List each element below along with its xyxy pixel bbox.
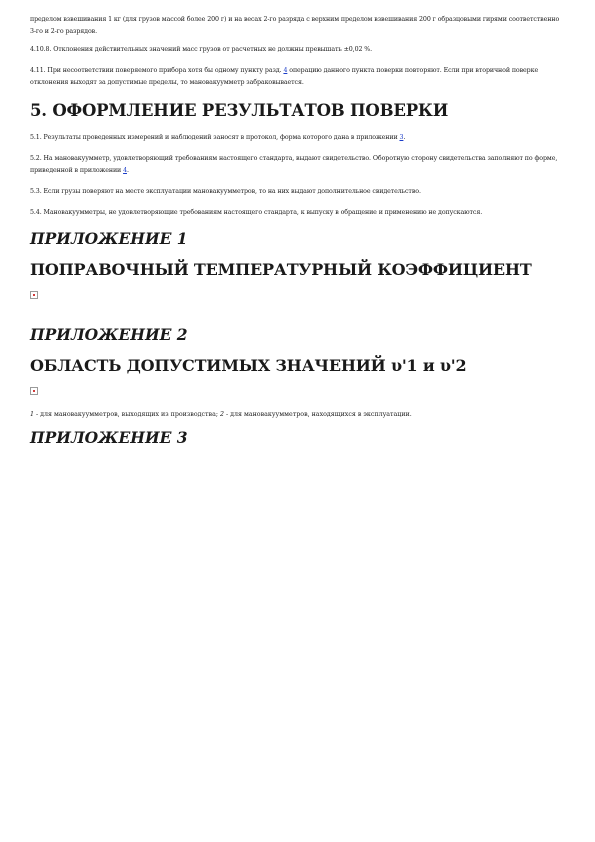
appendix-1-title: ПОПРАВОЧНЫЙ ТЕМПЕРАТУРНЫЙ КОЭФФИЦИЕНТ [30,260,532,279]
broken-image-icon [30,291,38,299]
appendix-2-title: ОБЛАСТЬ ДОПУСТИМЫХ ЗНАЧЕНИЙ υ'1 и υ'2 [30,356,467,375]
paragraph-continuation: пределом взвешивания 1 кг (для грузов массой более 200 г) и на весах 2-го разряда с верхним пределом взвешивания 200 г образцовыми гирями соответственно 3-го и 2-го разрядов. [30,16,560,35]
paragraph-text: . [403,134,406,141]
appendix-ref-link[interactable]: 3 [399,134,404,141]
paragraph-4-11 [30,65,565,89]
appendix-ref-link[interactable]: 4 [123,167,127,174]
paragraph-5-1 [30,132,565,144]
figure-caption [30,411,565,418]
paragraph-5-2 [30,153,565,177]
section-ref-link[interactable]: 4 [283,67,288,74]
appendix-3-label: ПРИЛОЖЕНИЕ 3 [30,428,188,447]
caption-text: - для мановакуумметров, выходящих из производства; [34,411,220,418]
paragraph-5-3: 5.3. Если грузы поверяют на месте эксплуатации мановакуумметров, то на них выдают дополнительное свидетельство. [30,188,421,195]
appendix-1-label: ПРИЛОЖЕНИЕ 1 [30,229,188,248]
paragraph-text: операцию данного пункта поверки повторяют. Если при вторичной поверке отклонения выходят за допустимые пределы, то мановакуумметр забраковывается. [30,67,539,86]
caption-number: 1 [30,411,35,418]
broken-image-icon [30,387,38,395]
paragraph-5-4: 5.4. Мановакуумметры, не удовлетворяющие требованиям настоящего стандарта, к выпуску в обращение и применению не допускаются. [30,209,483,216]
paragraph-text: . [126,167,129,174]
paragraph-text: 4.11. При несоответствии поверяемого прибора хотя бы одному пункту разд. [30,67,282,74]
paragraph-4-10-8: 4.10.8. Отклонения действительных значений масс грузов от расчетных не должны превышать ±0,02 %. [30,46,373,53]
caption-text: - для мановакуумметров, находящихся в эксплуатации. [223,411,412,418]
paragraph-text: 5.2. На мановакуумметр, удовлетворяющий требованиям настоящего стандарта, выдают свидетельство. Оборотную сторону свидетельства заполняют по форме, приведенной в приложении [30,155,558,174]
section-5-heading: 5. ОФОРМЛЕНИЕ РЕЗУЛЬТАТОВ ПОВЕРКИ [30,101,449,120]
caption-number: 2 [219,411,224,418]
paragraph-text: 5.1. Результаты проведенных измерений и наблюдений заносят в протокол, форма которого дана в приложении [30,134,398,141]
appendix-2-label: ПРИЛОЖЕНИЕ 2 [30,325,188,344]
